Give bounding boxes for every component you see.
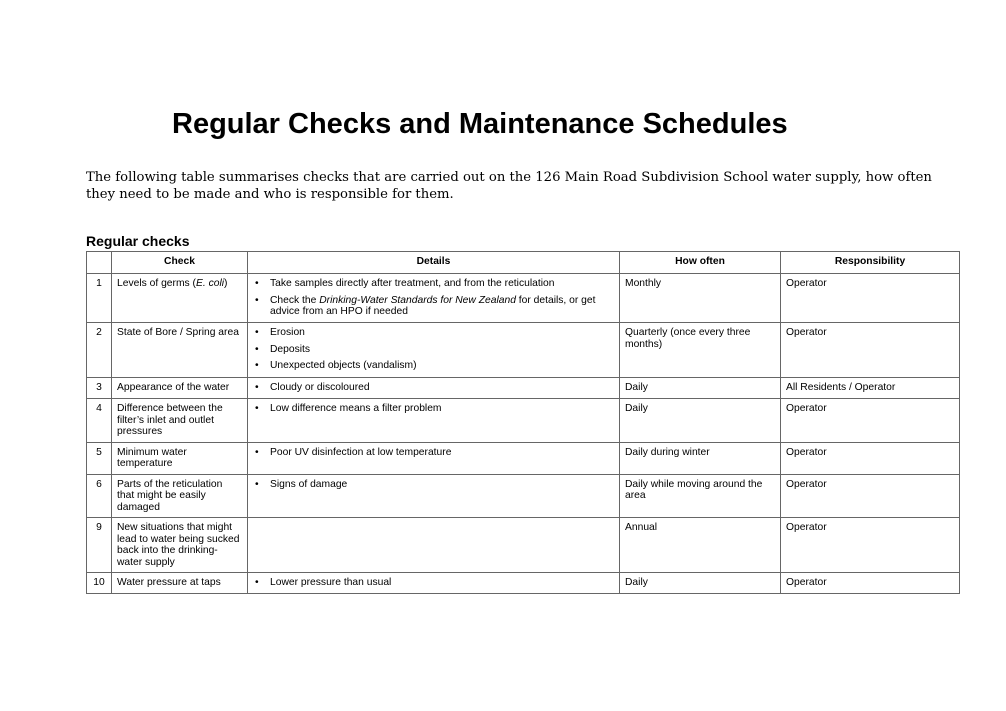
row-number: 9 [87,518,112,573]
details-cell [248,323,620,378]
check-cell: State of Bore / Spring area [112,323,248,378]
detail-item: • Deposits [253,344,614,356]
table-header-row [87,252,960,274]
row-number: 5 [87,442,112,474]
header-how-often: How often [620,252,781,274]
row-number: 2 [87,323,112,378]
details-list [253,327,614,372]
check-cell: Water pressure at taps [112,573,248,594]
how-often-cell: Daily during winter [620,442,781,474]
how-often-cell: Annual [620,518,781,573]
how-often-cell: Daily [620,399,781,443]
check-cell: Levels of germs (E. coli) [112,274,248,323]
check-cell: Appearance of the water [112,378,248,399]
section-heading: Regular checks [86,233,190,249]
table-row [87,474,960,518]
responsibility-cell: Operator [781,573,960,594]
detail-item: • Poor UV disinfection at low temperature [253,447,614,459]
responsibility-cell: Operator [781,399,960,443]
details-cell [248,274,620,323]
header-responsibility: Responsibility [781,252,960,274]
detail-item: • Cloudy or discoloured [253,382,614,394]
detail-item: • Low difference means a filter problem [253,403,614,415]
how-often-cell: Daily while moving around the area [620,474,781,518]
details-list [253,382,614,394]
table-row [87,518,960,573]
how-often-cell: Daily [620,378,781,399]
page-title: Regular Checks and Maintenance Schedules [172,108,788,140]
detail-item: • Take samples directly after treatment, and from the reticulation [253,278,614,290]
responsibility-cell: Operator [781,442,960,474]
details-list [253,479,614,491]
how-often-cell: Quarterly (once every three months) [620,323,781,378]
row-number: 10 [87,573,112,594]
responsibility-cell: Operator [781,274,960,323]
row-number: 3 [87,378,112,399]
details-cell [248,573,620,594]
details-list [253,403,614,415]
header-check: Check [112,252,248,274]
responsibility-cell: Operator [781,474,960,518]
table-row [87,573,960,594]
details-list [253,278,614,318]
how-often-cell: Daily [620,573,781,594]
check-cell: New situations that might lead to water being sucked back into the drinking-water supply [112,518,248,573]
details-cell [248,399,620,443]
row-number: 1 [87,274,112,323]
row-number: 6 [87,474,112,518]
detail-item: • Erosion [253,327,614,339]
check-cell: Difference between the filter’s inlet and outlet pressures [112,399,248,443]
responsibility-cell: All Residents / Operator [781,378,960,399]
header-details: Details [248,252,620,274]
details-list [253,447,614,459]
responsibility-cell: Operator [781,518,960,573]
check-cell: Parts of the reticulation that might be easily damaged [112,474,248,518]
details-cell [248,518,620,573]
detail-item: • Signs of damage [253,479,614,491]
regular-checks-table [86,251,960,594]
table-row [87,274,960,323]
how-often-cell: Monthly [620,274,781,323]
details-cell [248,378,620,399]
row-number: 4 [87,399,112,443]
table-row [87,399,960,443]
details-cell [248,442,620,474]
details-list [253,577,614,589]
details-cell [248,474,620,518]
table-row [87,442,960,474]
responsibility-cell: Operator [781,323,960,378]
check-cell: Minimum water temperature [112,442,248,474]
intro-paragraph: The following table summarises checks that are carried out on the 126 Main Road Subdivision School water supply, how often they need to be made and who is responsible for them. [86,170,932,202]
table-row [87,323,960,378]
table-row [87,378,960,399]
header-number [87,252,112,274]
detail-item: • Check the Drinking-Water Standards for New Zealand for details, or get advice from an HPO if needed [253,295,614,318]
detail-item: • Lower pressure than usual [253,577,614,589]
detail-item: • Unexpected objects (vandalism) [253,360,614,372]
